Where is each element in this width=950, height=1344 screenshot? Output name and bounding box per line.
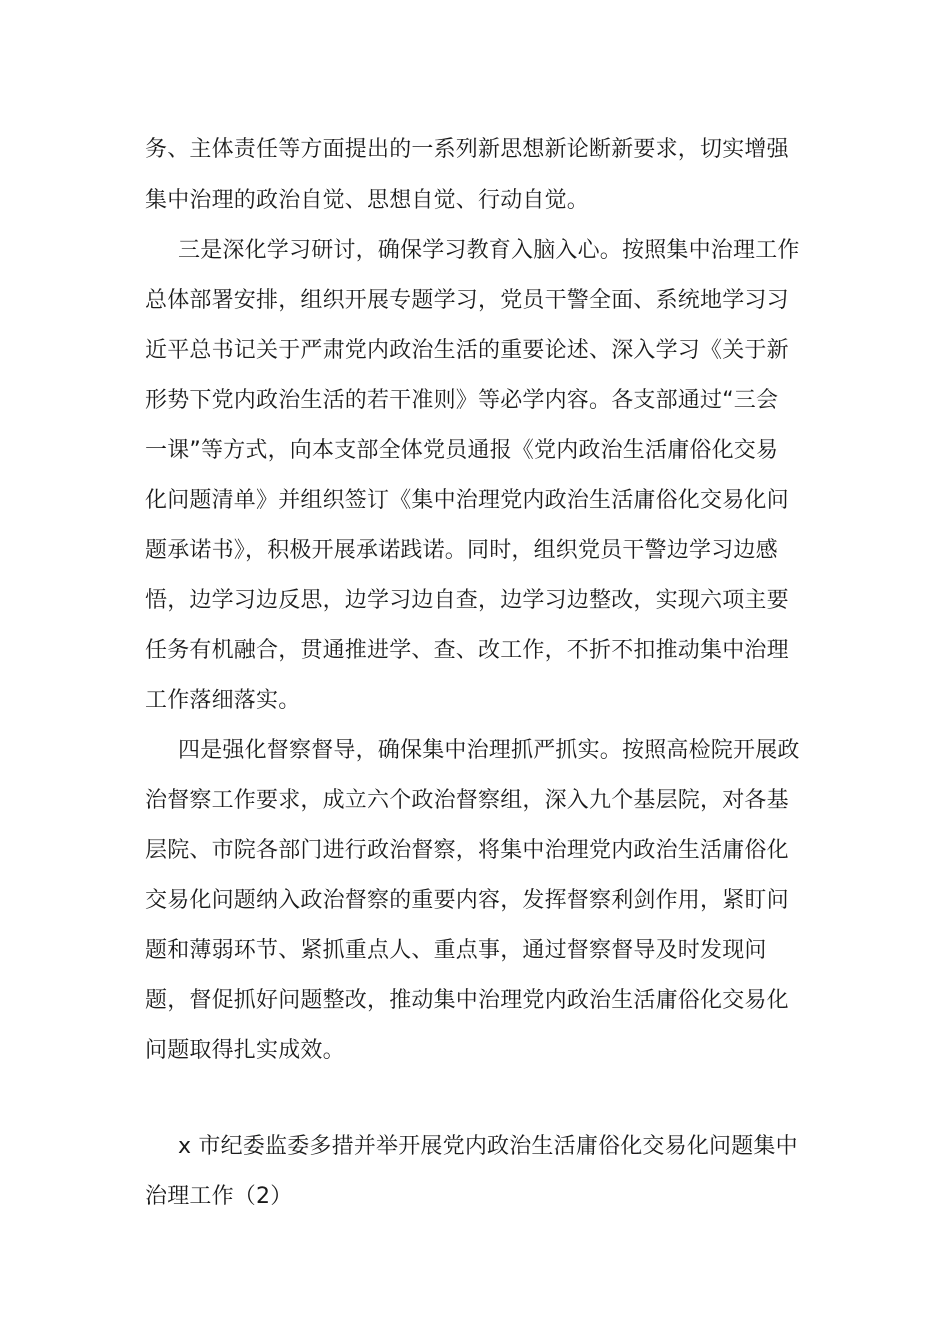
- paragraph-line: 问题取得扎实成效。: [145, 1038, 345, 1063]
- paragraph-line: 工作落细落实。: [145, 688, 301, 713]
- paragraph-line: 悟，边学习边反思，边学习边自查，边学习边整改，实现六项主要: [145, 588, 789, 613]
- paragraph-line: 总体部署安排，组织开展专题学习，党员干警全面、系统地学习习: [145, 288, 789, 313]
- paragraph-line: 一课”等方式，向本支部全体党员通报《党内政治生活庸俗化交易: [145, 438, 779, 463]
- paragraph-line: 治督察工作要求，成立六个政治督察组，深入九个基层院，对各基: [145, 788, 789, 813]
- paragraph-line: 近平总书记关于严肃党内政治生活的重要论述、深入学习《关于新: [145, 338, 789, 363]
- paragraph-line: 题承诺书》，积极开展承诺践诺。同时，组织党员干警边学习边感: [145, 538, 778, 563]
- paragraph-line: 题和薄弱环节、紧抓重点人、重点事，通过督察督导及时发现问: [145, 938, 767, 963]
- paragraph-line: 三是深化学习研讨，确保学习教育入脑入心。按照集中治理工作: [178, 238, 800, 263]
- paragraph-line: 任务有机融合，贯通推进学、查、改工作，不折不扣推动集中治理: [145, 638, 789, 663]
- section-heading: x 市纪委监委多措并举开展党内政治生活庸俗化交易化问题集中: [178, 1134, 798, 1159]
- paragraph-line: 化问题清单》并组织签订《集中治理党内政治生活庸俗化交易化问: [145, 488, 789, 513]
- paragraph-line: 四是强化督察督导，确保集中治理抓严抓实。按照高检院开展政: [178, 738, 800, 763]
- paragraph-line: 交易化问题纳入政治督察的重要内容，发挥督察利剑作用，紧盯问: [145, 888, 789, 913]
- paragraph-line: 层院、市院各部门进行政治督察，将集中治理党内政治生活庸俗化: [145, 838, 789, 863]
- paragraph-line: 题，督促抓好问题整改，推动集中治理党内政治生活庸俗化交易化: [145, 988, 789, 1013]
- paragraph-line: 形势下党内政治生活的若干准则》等必学内容。各支部通过“三会: [145, 388, 779, 413]
- paragraph-line: 集中治理的政治自觉、思想自觉、行动自觉。: [145, 188, 590, 213]
- paragraph-line: 务、主体责任等方面提出的一系列新思想新论断新要求，切实增强: [145, 137, 789, 162]
- section-heading: 治理工作（2）: [145, 1184, 293, 1209]
